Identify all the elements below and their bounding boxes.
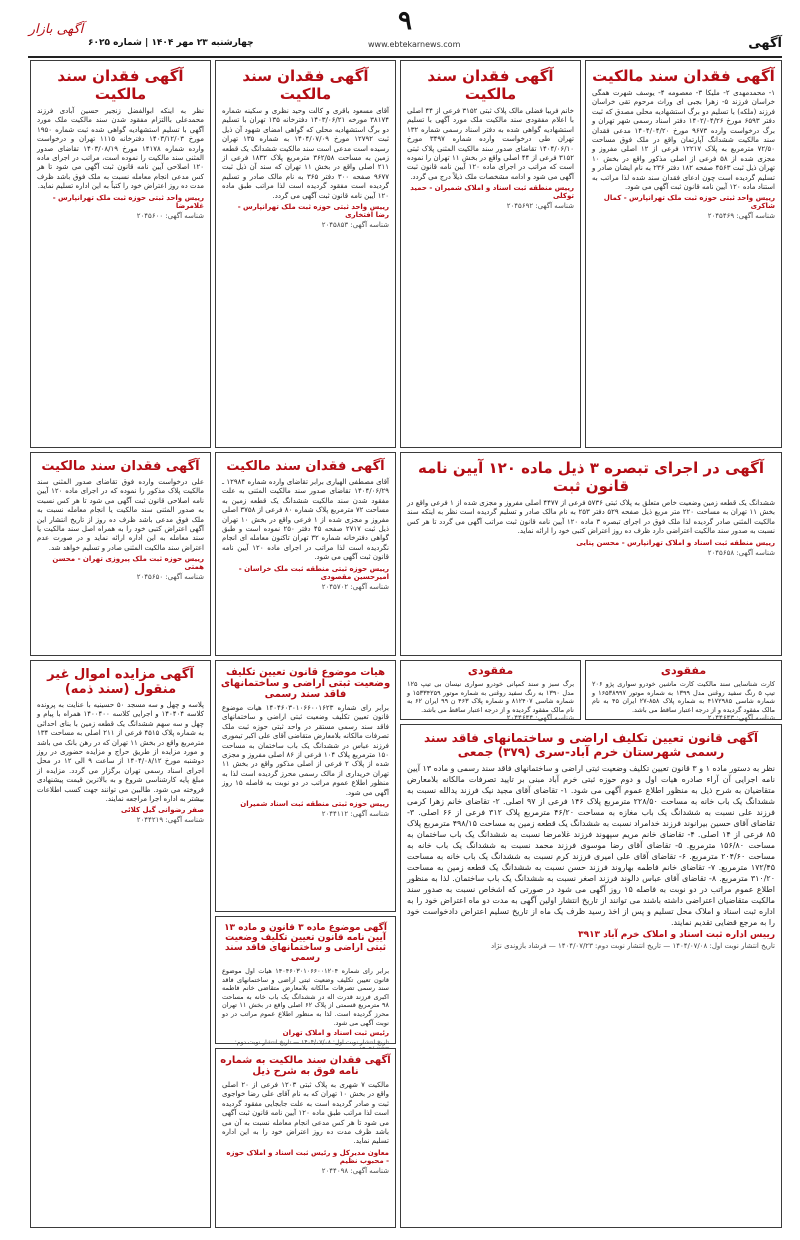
issue-info: چهارشنبه ۲۳ مهر ۱۴۰۴ | شماره ۶۰۲۵ (88, 38, 254, 48)
ad-box (30, 452, 211, 656)
ad-meta: شناسه آگهی: ۲۰۴۴۶۴۴ (506, 714, 574, 722)
ad-meta: شناسه آگهی: ۲۰۴۴۰۹۸ (321, 1166, 389, 1175)
ad-box (30, 660, 211, 1228)
ad-box (585, 660, 782, 720)
ad-body: کارت شناسایی سند مالکیت کارت ماشین خودرو سواری پژو ۲۰۶ تیپ ۵ رنگ سفید روغنی مدل ۱۳۹۹ به شماره موتور ۱۶۵۳۸۹۹۷ و شماره شاسی ۴۱۷۲۹۸۵ به شماره پلاک ۸۵۸-۲۷ ایران ۴۵ به نام مالک مفقود گردیده و از درجه اعتبار ساقط می باشد. (592, 680, 775, 714)
ad-signature: رییس منطقه ثبت اسناد و املاک شمیران - حمید توکلی (410, 184, 574, 201)
ad-title: مفقودی (467, 664, 514, 677)
ad-signature: رییس منطقه ثبت اسناد و املاک تهرانپارس - محسن پنایی (576, 538, 775, 547)
ad-box (30, 60, 211, 448)
ad-title: آگهی در اجرای تبصره ۳ ذیل ماده ۱۲۰ آیین نامه قانون ثبت (417, 459, 765, 495)
ad-box (400, 60, 581, 448)
site-url[interactable]: www.ebtekarnews.com (368, 40, 461, 49)
ad-title: آگهی فقدان سند مالکیت (226, 459, 385, 474)
ad-meta: شناسه آگهی: ۲۰۴۵۶۵۰ (136, 573, 204, 582)
ad-body: خانم فریبا فضلی مالک پلاک ثبتی ۳۱۵۲ فرعی از ۴۴ اصلی با اعلام مفقودی سند مالکیت ملک مورد آگهی با تسلیم استشهادیه گواهی شده به دفتر اسناد رسمی شماره ۱۳۲ تهران طی درخواست وارده شماره ۳۴۹۷ مورخ ۱۴۰۴/۰۶/۱۰ تقاضای صدور سند مالکیت المثنی پلاک ثبتی ۳۱۵۲ فرعی از ۴۴ اصلی واقع در بخش ۱۱ تهران را نموده است که مراتب در اجرای ماده ۱۲۰ آیین نامه قانون ثبت آگهی می شود و ادامه مشخصات ملک ذیلاً درج می گردد. (407, 107, 574, 181)
ad-box (215, 60, 396, 448)
ad-title: آگهی قانون تعیین تکلیف اراضی و ساختمانهای فاقد سند رسمی شهرستان خرم آباد-سری (۳۷۹) جمعی (423, 731, 759, 759)
ad-box (585, 60, 782, 448)
ad-box (400, 452, 782, 656)
ad-signature: صفر رضوانی گیل کلائی (120, 806, 204, 815)
ad-signature: رییس واحد ثبتی حوزه ثبت ملک تهرانپارس - غلامرضا (52, 193, 204, 210)
ad-meta: شناسه آگهی: ۲۰۴۴۱۱۲ (321, 810, 389, 819)
ad-signature: رییس واحد ثبتی حوزه ثبت ملک تهرانپارس - رضا افتخاری (237, 203, 389, 220)
ad-body: نظر به اینکه ابوالفضل زنجیر حسین آبادی فرزند محمدعلی باالتزام مفقود شدن سند مالکیت ملک مورد آگهی با تسلیم استشهادیه گواهی شده ثبت شماره ۱۹۵۰ مورخ ۱۴۰۳/۱۲/۰۳ دفترخانه ۱۱۱۵ تهران و درخواست وارده شماره ۱۴۱۷۸ مورخ ۱۴۰۳/۰۸/۱۹ تقاضای صدور المثنی سند مالکیت را نموده است، مراتب در اجرای ماده ۱۲۰ اصلاحی آیین نامه قانون ثبت آگهی می شود تا هر کس مدعی انجام معامله نسبت به ملک فوق باشد ظرف مدت ده روز اعتراض خود را کتباً به این اداره تسلیم نماید. (37, 107, 204, 191)
ad-box (215, 916, 396, 1047)
ad-signature: رییس حوزه ثبتی منطقه ثبت ملک خراسان - امیرحسین مقصودی (238, 564, 389, 581)
ad-meta: شناسه آگهی: ۲۰۴۵۷۰۲ (321, 582, 389, 591)
ad-body: ششدانگ یک قطعه زمین وضعیت خاص متعلق به پلاک ثبتی ۵۷۳۶ فرعی از ۴۴۷۷ اصلی مفروز و مجزی شده از ۱ فرعی واقع در بخش ۱۱ تهران به مساحت ۲۲۰ متر مربع ذیل صفحه ۵۲۹ دفتر ۲۵۳ به نام مالک صادر و تسلیم گردیده است نظر به اینکه سند مالکیت المثنی صادر گردیده لذا ملک فوق در اجرای تبصره ۳ ماده ۱۲۰ آیین نامه قانون ثبت مراتب آگهی می گردد تا هر کس نسبت به صدور سند مالکیت اعتراضی دارد ظرف ده روز اعتراض کتبی خود را ارائه نماید. (407, 499, 776, 536)
ad-title: هیات موضوع قانون تعیین تکلیف وضعیت ثبتی اراضی و ساختمانهای فاقد سند رسمی (220, 667, 391, 700)
ad-meta: شناسه آگهی: ۲۰۴۴۲۱۹ (136, 816, 204, 825)
ad-body: آقای مصطفی الهیاری برابر تقاضای وارده شماره ۱۲۹۸۴ ـ ۱۴۰۴/۰۶/۲۹ تقاضای صدور سند مالکیت المثنی به علت مفقود شدن سند مالکیت ششدانگ یک قطعه زمین به مساحت ۷۲ مترمربع پلاک شماره ۸۰ فرعی از ۳۷۵۸ اصلی مفروز و مجزی شده از ۱ فرعی واقع در بخش ۱۰ تهران ذیل ثبت ۲۷۱۷ صفحه ۴۵ دفتر ۲۵۰ نموده است و طبق گواهی دفترخانه شماره ۳۲ تهران تاکنون معامله ای انجام نگردیده است لذا مراتب در اجرای ماده ۱۲۰ آیین نامه قانون ثبت آگهی می شود. (222, 478, 389, 562)
section-title: آگهی (748, 36, 782, 51)
ad-body: پلاسه و چهل و سه مسجد ۵۰ حسینیه با عنایت به پرونده کلاسه ۱۴۰۴۰۴ و اجرایی کلاسه ۱۴۰۰۴۰۰ همراه با پیام و چهل و سه سهم ششدانگ یک قطعه زمین با بنای احداثی به شماره پلاک ۴۵۱۵ فرعی از ۲۱۱ اصلی به مساحت ۱۳۴ مترمربع واقع در بخش ۱۱ تهران که در رهن بانک می باشد و مورد مزایده از طریق حراج و مزایده حضوری در روز دوشنبه مورخ ۱۴۰۴/۰۸/۱۲ از ساعت ۹ الی ۱۲ در محل اجرای اسناد رسمی تهران برگزار می گردد. مزایده از مبلغ پایه کارشناسی شروع و به بالاترین قیمت پیشنهادی فروخته می شود. طالبین می توانند جهت کسب اطلاعات بیشتر به اداره اجرا مراجعه نمایند. (37, 701, 205, 804)
ad-title: آگهی فقدان سند مالکیت (242, 67, 369, 103)
page-number: ۹ (398, 6, 412, 36)
ad-title: آگهی فقدان سند مالکیت (57, 67, 184, 103)
ad-body: آقای مسعود باقری و کالت وحید نظری و سکینه شماره ۳۸۱۷۴ مورخه ۱۴۰۳/۰۶/۲۱ دفترخانه ۱۳۵ تهران با تسلیم دو برگ استشهادیه محلی که گواهی امضای شهود آن ذیل ثبت ۱۲۷۹۲ مورخ ۱۴۰۴/۰۷/۰۹ به شماره ۱۳۵ تهران رسیده است مدعی است سند مالکیت ششدانگ یک قطعه زمین به مساحت ۳۶۲/۵۸ مترمربع پلاک ۱۸۳۲ فرعی از ۲۱۱ اصلی واقع در بخش ۱۱ تهران که سند آن ذیل ثبت ۹۶۷۷ صفحه ۳۰۰ دفتر ۳۶۵ به نام مالک صادر و تسلیم گردیده است مفقود گردیده است لذا مراتب طبق ماده ۱۲۰ آیین نامه قانون ثبت آگهی می گردد. (222, 107, 390, 200)
ad-body: علی درخواست وارده فوق تقاضای صدور المثنی سند مالکیت پلاک مذکور را نموده که در اجرای ماده ۱۲۰ آیین نامه اصلاحی قانون ثبت آگهی می شود تا هر کس نسبت به صدور المثنی سند مالکیت یا انجام معامله نسبت به ملک فوق مدعی باشد ظرف ده روز از تاریخ انتشار این آگهی اعتراض کتبی خود را به همراه اصل سند مالکیت یا سند معامله به این اداره ارائه نماید و در صورت عدم اعتراض سند مالکیت المثنی صادر و تسلیم خواهد شد. (37, 478, 204, 552)
ad-body: برابر رای شماره ۱۴۰۴۶۰۳۰۱۰۶۶۰۰۱۶۲۳ هیات موضوع قانون تعیین تکلیف وضعیت ثبتی اراضی و ساختمانهای فاقد سند رسمی مستقر در واحد ثبتی حوزه ثبت ملک تصرفات مالکانه بلامعارض متقاضی آقای علی اکبر تیموری فرزند عباس در ششدانگ یک باب ساختمان به مساحت ۱۵۰ مترمربع پلاک ۱۰۴ فرعی از ۸۶ اصلی مفروز و مجزی شده از پلاک ۲ فرعی از اصلی مذکور واقع در بخش ۱۱ تهران خریداری از مالک رسمی محرز گردیده است لذا به منظور اطلاع عموم مراتب در دو نوبت به فاصله ۱۵ روز آگهی می شود. (222, 704, 390, 797)
ad-meta: شناسه آگهی: ۲۰۴۵۶۹۲ (506, 202, 574, 211)
newspaper-logo: آگهی بازار (28, 22, 84, 37)
ad-body: برابر رای شماره ۱۴۰۴۶۰۳۰۱۰۶۶۰۰۱۲۰۴ هیات اول موضوع قانون تعیین تکلیف وضعیت ثبتی اراضی و ساختمانهای فاقد سند رسمی تصرفات مالکانه بلامعارض متقاضی خانم فاطمه اکبری فرزند قدرت اله در ششدانگ یک باب خانه به مساحت ۹۸ مترمربع قسمتی از پلاک ۶۲ اصلی واقع در بخش ۱۱ تهران محرز گردیده است. لذا به منظور اطلاع عموم مراتب در دو نوبت آگهی می شود. (222, 967, 390, 1027)
ad-title: آگهی فقدان سند مالکیت (427, 67, 554, 103)
ad-signature: رییس واحد ثبتی حوزه ثبت ملک تهرانپارس - کمال شاکری (603, 194, 775, 211)
ad-meta: شناسه آگهی: ۲۰۴۵۸۵۳ (321, 221, 389, 230)
ad-box (215, 1048, 396, 1228)
ad-meta: تاریخ انتشار نوبت اول: ۱۴۰۴/۰۷/۰۸ — تاریخ انتشار نوبت دوم: ۱۴۰۴/۰۷/۲۳ — فرشاد بازوندی نژاد (490, 942, 775, 950)
ad-meta: شناسه آگهی: ۲۰۴۵۴۶۹ (707, 212, 775, 221)
ad-body: نظر به دستور ماده ۱ و ۳ قانون تعیین تکلیف وضعیت ثبتی اراضی و ساختمانهای فاقد سند رسمی و ماده ۱۳ آیین نامه اجرایی آن آراء صادره هیات اول و دوم حوزه ثبتی خرم آباد مبنی بر تایید تصرفات مالکانه بلامعارض متقاضیان به شرح ذیل به منظور اطلاع عموم آگهی می شود. ۱- تقاضای آقای مجید نیک فرزند یدالله نسبت به ششدانگ یک باب خانه به مساحت ۲۲۸/۵۰ مترمربع پلاک ۱۴۶ فرعی از ۹۷ اصلی. ۲- تقاضای خانم زهرا کرمی فرزند علی نسبت به ششدانگ یک باب مغازه به مساحت ۴۶/۲۰ مترمربع پلاک ۳۱۲ فرعی از ۶۶ اصلی. ۳- تقاضای آقای حسین بیرانوند فرزند خدامراد نسبت به ششدانگ یک قطعه زمین به مساحت ۴۹۸/۱۵ مترمربع پلاک ۸۵ فرعی از ۱۴ اصلی. ۴- تقاضای خانم مریم سپهوند فرزند غلامرضا نسبت به ششدانگ یک باب ساختمان به مساحت ۱۵۶/۸۰ مترمربع. ۵- تقاضای آقای رضا موسوی فرزند محمد نسبت به ششدانگ یک باب خانه به مساحت ۲۰۴/۶۰ مترمربع. ۶- تقاضای آقای علی امیری فرزند کرم نسبت به ششدانگ یک باب خانه به مساحت ۱۷۲/۴۵ مترمربع. ۷- تقاضای خانم فاطمه بهاروند فرزند حسن نسبت به ششدانگ یک قطعه زمین به مساحت ۳۱۰/۲۰ مترمربع. ۸- تقاضای آقای عباس دالوند فرزند اصغر نسبت به ششدانگ یک باب ساختمان. لذا به منظور اطلاع عموم مراتب در دو نوبت به فاصله ۱۵ روز آگهی می شود در صورتی که اشخاص نسبت به صدور سند مالکیت متقاضیان اعتراضی داشته باشند می توانند از تاریخ انتشار اولین آگهی به مدت دو ماه اعتراض خود را به اداره ثبت اسناد و املاک محل تسلیم و پس از اخذ رسید ظرف یک ماه از تاریخ تسلیم اعتراض دادخواست خود را به مرجع قضایی تقدیم نمایند. (407, 764, 776, 927)
ad-box (215, 660, 396, 912)
ad-title: آگهی مزایده اموال غیر منقول (سند ذمه) (47, 667, 194, 697)
ad-signature: رییس اداره ثبت اسناد و املاک خرم آباد ۳۹۱۳ (578, 930, 775, 940)
ad-title: آگهی موضوع ماده ۳ قانون و ماده ۱۳ آیین نامه قانون تعیین تکلیف وضعیت ثبتی اراضی و ساختمانهای فاقد سند رسمی (224, 923, 387, 963)
ad-body: ۱- محمدمهدی ۲- ملیکا ۳- معصومه ۴- یوسف شهرت همگی خراسان فرزند ۵- زهرا بجبی ای وراث مرحوم تقی خراسان فرزند (ملکه) با تسلیم دو برگ استشهادیه محلی مصدق که ثبت دفتر ۶۵۹۳ مورخ ۱۴۰۲/۰۴/۲۶ دفتر اسناد رسمی شهر تهران و برگ درخواست وارده ۹۶۷۳ مورخ ۱۴۰۴/۰۴/۲۰ مدعی فقدان سند مالکیت ششدانگ آپارتمان واقع در ملک فوق مساحت ۷۲/۵۰ مترمربع به پلاک ۱۲۲۱۷ فرعی از ۱۲ اصلی مفروز و مجزی شده از ۵۸ فرعی از اصلی مذکور واقع در بخش ۱۰ تهران ذیل ثبت ۴۵۶۳ صفحه ۱۸۲ دفتر ۲۳۶ به نام ایشان صادر و تسلیم گردیده است چون ادعای فقدان سند شده لذا مراتب به استناد ماده ۱۲۰ آیین نامه قانون ثبت آگهی می شود. (592, 89, 776, 192)
ad-meta: تاریخ انتشار نوبت اول: ۱۴۰۴/۰۷/۰۸ — تاریخ انتشار نوبت دوم: (234, 1039, 389, 1047)
ad-meta: شناسه آگهی: ۲۰۴۵۶۰۰ (136, 211, 204, 220)
ad-body: مالکیت ۷ شهری به پلاک ثبتی ۱۲۰۳ فرعی از ۲۰ اصلی واقع در بخش ۱۰ تهران که به نام آقای علی رضا خواجوی ثبت و صادر گردیده است به علت جابجایی مفقود گردیده است لذا مراتب طبق ماده ۱۲۰ آیین نامه قانون ثبت آگهی می شود تا هر کس مدعی انجام معامله نسبت به آن می باشد ظرف مدت ده روز اعتراض خود را به این اداره تسلیم نماید. (222, 1081, 390, 1146)
ad-meta: شناسه آگهی: ۲۰۴۴۶۴۳ (707, 714, 775, 722)
ad-title: آگهی فقدان سند مالکیت (592, 67, 775, 85)
ad-signature: رئیس ثبت اسناد و املاک تهران (282, 1029, 389, 1038)
ad-signature: رییس حوزه ثبت ملک پیروزی تهران - محسن همتی (52, 555, 204, 572)
ad-signature: معاون مدیرکل و رئیس ثبت اسناد و املاک حوزه - محبوب نظیم (226, 1148, 389, 1165)
ad-title: آگهی فقدان سند مالکیت به شماره نامه فوق به شرح ذیل (220, 1055, 391, 1077)
page-header (28, 8, 782, 58)
ad-title: مفقودی (660, 664, 707, 677)
ad-signature: رییس حوزه ثبتی منطقه ثبت اسناد شمیران (240, 800, 389, 809)
ad-box (215, 452, 396, 656)
ad-box (400, 724, 782, 1228)
ad-box (400, 660, 581, 720)
ad-meta: شناسه آگهی: ۲۰۴۵۶۵۸ (707, 548, 775, 557)
ad-body: برگ سبز و سند کمپانی خودرو سواری نیسان بی تیپ ۱۲۵ مدل ۱۳۹۰ به رنگ سفید روغنی به شماره موتور ۱۵۳۳۴۲۵۹ و شماره شاسی ۸۱۲۴۰۷ و شماره پلاک ۴۶۳ ن ۹۹ ایران ۶۲ به نام مالک مفقود گردیده و از درجه اعتبار ساقط می باشد. (407, 680, 575, 714)
ad-title: آگهی فقدان سند مالکیت (41, 459, 200, 474)
